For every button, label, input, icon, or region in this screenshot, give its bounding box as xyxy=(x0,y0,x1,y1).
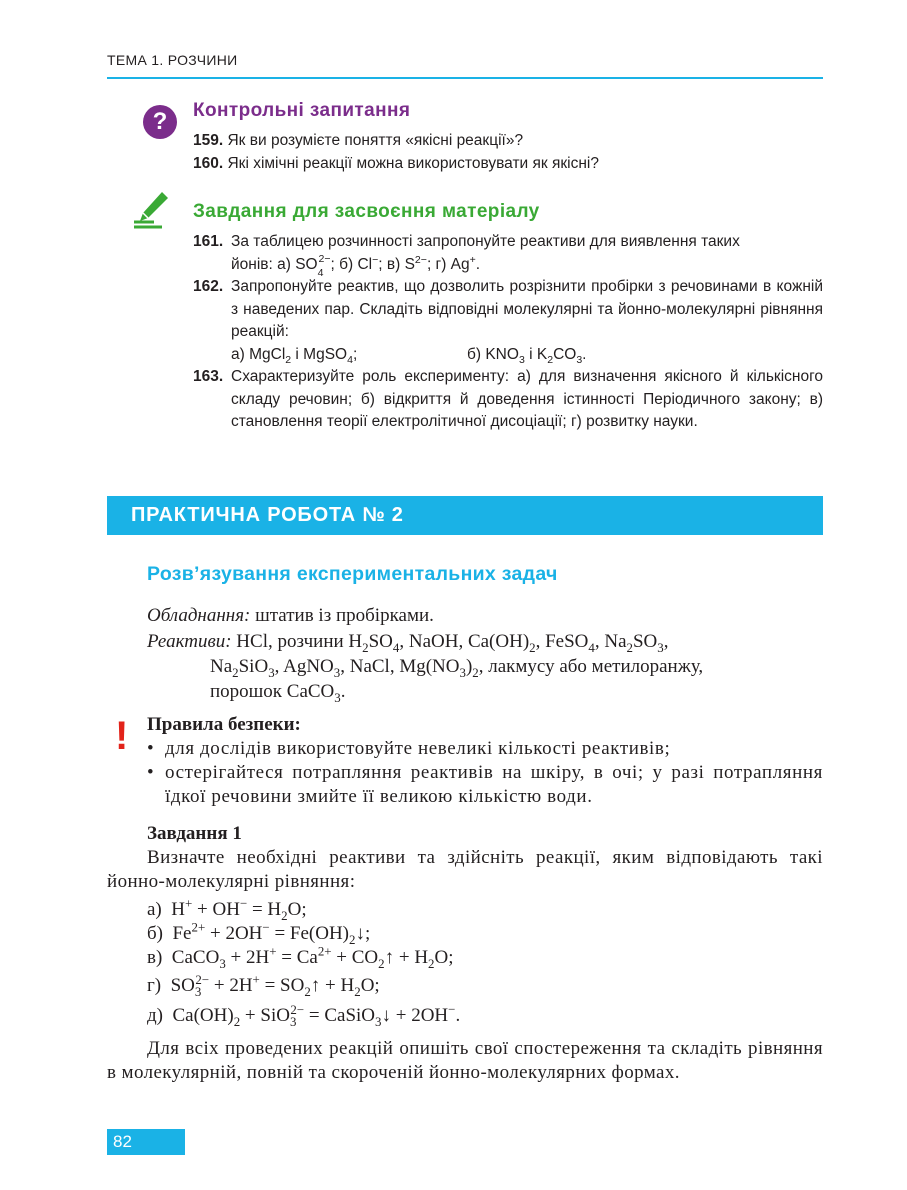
practical-work-banner xyxy=(107,496,823,535)
task1-title: Завдання 1 xyxy=(147,823,242,844)
equations-list xyxy=(147,895,461,1029)
tasks-list xyxy=(193,231,823,434)
equation-d: г) $SO_3^{2-} + 2H^+$ = $SO_2↑ + H_2O$; xyxy=(147,971,380,999)
page-number: 82 xyxy=(113,1132,132,1151)
control-questions-list xyxy=(193,130,823,175)
task-162: 162. Запропонуйте реактив, що дозволить розрізнити пробірки з речовинами в кожній з наведених пар. Складіть відповідні молекулярні та йонно-молекулярні рівняння реакцій: а) MgCl$_2$ і MgSO$_4$; б) $KNO_3$ і $K_2CO_3$. xyxy=(193,278,823,366)
header-divider xyxy=(107,77,823,79)
task1-outro: Для всіх проведених реакцій опишіть свої спостереження та складіть рівняння в молекулярній, повній та скороченій йонно-молекулярних формах. xyxy=(107,1038,823,1083)
task-163: 163. Схарактеризуйте роль експерименту: а) для визначення якісного й кількісного складу речовин; б) відкриття й доведення істинності Періодичного закону; в) становлення теорії електролітичної дисоціації; г) розвитку науки. xyxy=(193,368,823,430)
reagents-block: Реактиви: HCl, розчини $H_2SO_4$, NaOH, $Ca(OH)_2$, FeSO$_4$, $Na_2SO_3$, $Na_2SiO_3$, AgNO$_3$, NaCl, $Mg(NO_3)_2$, лакмусу або метилоранжу, порошок CaCO$_3$. xyxy=(147,631,704,705)
question-159: 159. Як ви розумієте поняття «якісні реакції»? xyxy=(193,132,524,149)
task-161: 161. За таблицею розчинності запропонуйте реактиви для виявлення таких йонів: а) $SO_4^{2-}$; б) Cl−; в) $S^{2-}$; г) Ag+. xyxy=(193,233,740,279)
tasks-title: Завдання для засвоєння матеріалу xyxy=(193,201,540,222)
safety-title: Правила безпеки: xyxy=(147,714,301,735)
equipment-line: Обладнання: штатив із пробірками. xyxy=(147,605,434,626)
equation-b: б) $Fe^{2+} + 2OH^-$ = $Fe(OH)_2↓$; xyxy=(147,919,371,947)
safety-block xyxy=(147,713,823,809)
safety-item: • для дослідів використовуйте невеликі кількості реактивів; xyxy=(147,738,671,759)
equation-e: д) $Ca(OH)_2 + SiO_3^{2-}$ = CaSiO$_3$↓ + 2OH−. xyxy=(147,1001,461,1029)
question-160: 160. Які хімічні реакції можна використовувати як якісні? xyxy=(193,154,599,172)
pencil-icon xyxy=(132,190,172,232)
control-questions-title: Контрольні запитання xyxy=(193,100,411,121)
equation-c: в) CaCO$_3$ + $2H^+ = Ca^{2+}$ + $CO_2↑ + H_2O$; xyxy=(147,943,454,971)
page-number-box xyxy=(107,1129,185,1155)
practical-work-subtitle: Розв’язування експериментальних задач xyxy=(147,563,558,585)
equation-a: а) $H^+ + OH^- = H_2O$; xyxy=(147,895,307,923)
exclamation-icon: ! xyxy=(115,714,129,758)
task1-intro: Визначте необхідні реактиви та здійсніть реакції, яким відповідають такі йонно-молекулярні рівняння: xyxy=(107,847,823,892)
banner-title: ПРАКТИЧНА РОБОТА № 2 xyxy=(131,504,404,526)
safety-item: • остерігайтеся потрапляння реактивів на шкіру, в очі; у разі потрапляння їдкої речовини змийте її великою кількістю води. xyxy=(147,762,823,807)
running-header: ТЕМА 1. РОЗЧИНИ xyxy=(107,52,238,68)
question-icon: ? xyxy=(143,105,177,139)
